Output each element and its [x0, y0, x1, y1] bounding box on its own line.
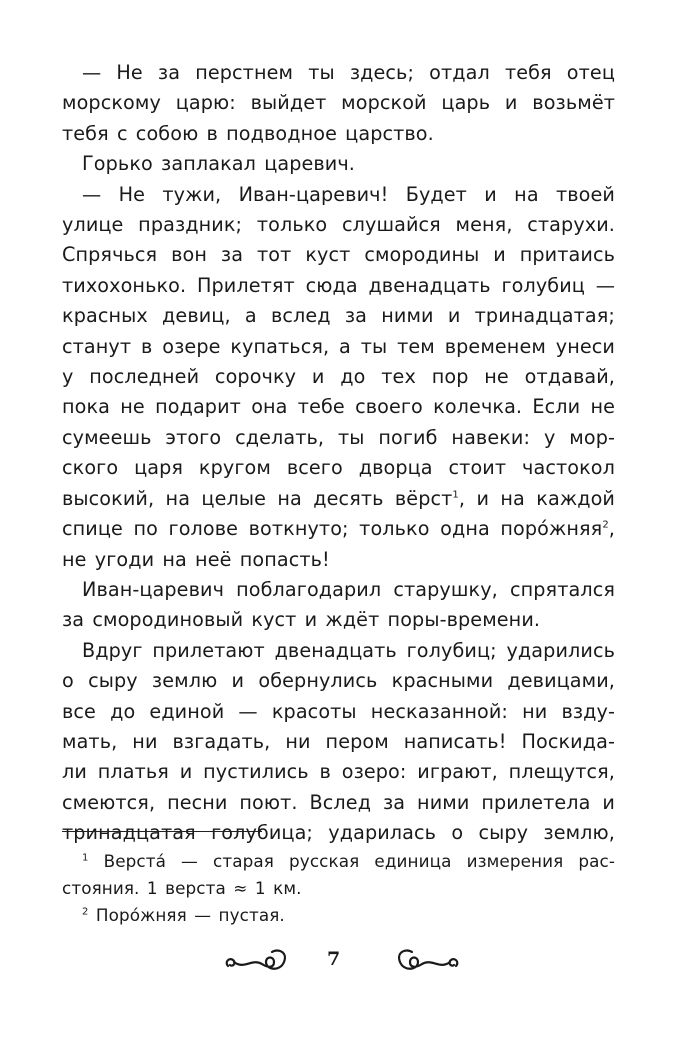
- text-fragment: , и на каждой: [458, 486, 616, 510]
- footnote-ref-2[interactable]: 2: [602, 519, 609, 531]
- text-line: морскому царю: выйдет морской царь и возьмёт: [62, 91, 615, 115]
- text-fragment: Верста́ — старая русская единица измерения рас-: [103, 851, 615, 871]
- text-line: [62, 902, 615, 929]
- text-fragment: высокий, на целые на десять вёрст: [62, 486, 453, 510]
- text-line: о сыру землю и обернулись красными девицами,: [62, 669, 615, 693]
- text-line: — Не тужи, Иван-царевич! Будет и на твоей: [82, 182, 615, 206]
- text-line: сумеешь этого сделать, ты погиб навеки: у мор-: [62, 425, 615, 449]
- text-line: красных девиц, а вслед за ними и тринадцатая;: [62, 304, 615, 328]
- paragraph: [62, 180, 615, 575]
- main-text: [62, 58, 615, 849]
- footnote-mark: 1: [82, 852, 89, 864]
- text-line: смеются, песни поют. Вслед за ними прилетела и: [62, 790, 615, 814]
- footnote-ref-1[interactable]: 1: [452, 489, 459, 501]
- text-line: пока не подарит она тебе своего колечка. Если не: [62, 395, 615, 419]
- footnote-1: [62, 848, 615, 902]
- page-number: 7: [327, 948, 341, 970]
- flourish-right-icon: [390, 944, 462, 978]
- text-line: за смородиновый куст и ждёт поры-времени.: [62, 608, 541, 632]
- paragraph: [62, 575, 615, 636]
- text-line: у последней сорочку и до тех пор не отдавай,: [62, 365, 615, 389]
- text-line: Спрячься вон за тот куст смородины и притаись: [62, 243, 615, 267]
- text-line: ли платья и пустились в озеро: играют, плещутся,: [62, 760, 615, 784]
- paragraph: [62, 636, 615, 849]
- text-line: тихохонько. Прилетят сюда двенадцать голубиц —: [62, 273, 615, 297]
- footnotes: [62, 848, 615, 929]
- paragraph: [62, 58, 615, 149]
- text-line: тебя с собою в подводное царство.: [62, 121, 434, 145]
- text-line: Вдруг прилетают двенадцать голубиц; ударились: [82, 638, 615, 662]
- text-line: [62, 848, 615, 875]
- text-line: Горько заплакал царевич.: [82, 152, 356, 176]
- footnote-2: [62, 902, 615, 929]
- text-line: [62, 514, 615, 544]
- text-line: улице праздник; только слушайся меня, старухи.: [62, 213, 615, 237]
- text-fragment: спице по голове воткнуто; только одна поро́жняя: [62, 517, 603, 541]
- text-fragment: ,: [608, 517, 615, 541]
- text-line: все до единой — красоты несказанной: ни взду-: [62, 699, 615, 723]
- footnote-separator: [62, 831, 262, 832]
- text-line: не угоди на неё попасть!: [62, 547, 330, 571]
- text-line: стояния. 1 верста ≈ 1 км.: [62, 878, 302, 898]
- text-line: [62, 484, 615, 514]
- text-line: мать, ни взгадать, ни пером написать! Поскида-: [62, 729, 615, 753]
- text-line: станут в озере купаться, а ты тем временем унеси: [62, 334, 615, 358]
- flourish-left-icon: [222, 944, 294, 978]
- paragraph: [62, 149, 615, 179]
- text-line: тринадцатая голубица; ударилась о сыру землю,: [62, 821, 615, 845]
- text-line: — Не за перстнем ты здесь; отдал тебя отец: [82, 61, 615, 84]
- text-fragment: Поро́жняя — пустая.: [95, 905, 285, 925]
- text-line: ского царя кругом всего дворца стоит частокол: [62, 456, 615, 480]
- footnote-mark: 2: [82, 906, 89, 918]
- text-line: Иван-царевич поблагодарил старушку, спрятался: [82, 577, 615, 601]
